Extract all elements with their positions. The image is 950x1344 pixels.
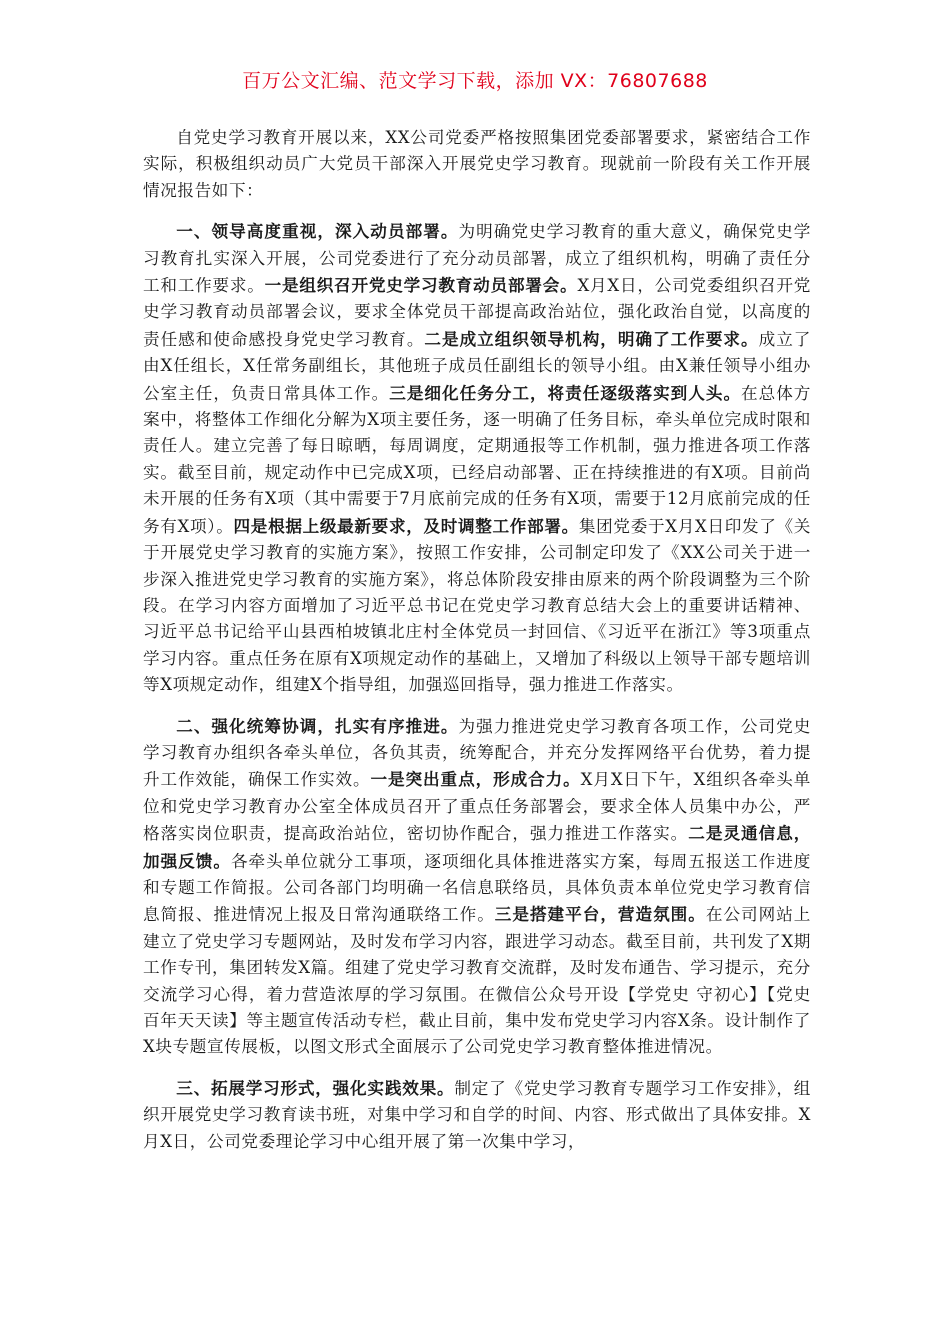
section-two-paragraph (143, 713, 811, 1061)
subpoint-heading: 三是细化任务分工，将责任逐级落实到人头。 (389, 382, 742, 403)
subpoint-heading: 二是成立组织领导机构，明确了工作要求。 (424, 328, 759, 349)
section-heading: 二、强化统筹协调，扎实有序推进。 (176, 715, 459, 736)
text-run: 自党史学习教育开展以来，XX公司党委严格按照集团党委部署要求，紧密结合工作实际，积极组织动员广大党员干部深入开展党史学习教育。现就前一阶段有关工作开展情况报告如下： (143, 128, 811, 200)
subpoint-heading: 三是搭建平台，营造氛围。 (494, 904, 706, 925)
subpoint-heading: 一是组织召开党史学习教育动员部署会。 (264, 275, 578, 296)
intro-paragraph (143, 125, 811, 204)
section-heading: 一、领导高度重视，深入动员部署。 (176, 221, 459, 242)
header-watermark: 百万公文汇编、范文学习下载，添加 VX：76807688 (242, 70, 708, 92)
text-run: 制定了《党史学习教育专题学习工作安排》，组织开展党史学习教育读书班，对集中学习和自学的时间、内容、形式做出了具体安排。X月X日，公司党委理论学习中心组开展了第一次集中学习， (143, 1078, 811, 1151)
text-run: 在公司网站上建立了党史学习专题网站，及时发布学习内容，跟进学习动态。截至目前，共刊发了X期工作专刊，集团转发X篇。组建了党史学习教育交流群，及时发布通告、学习提示，充分交流学习心得，着力营造浓厚的学习氛围。在微信公众号开设【学党史 守初心】【党史百年天天读】等主题宣传活动专栏，截止目前，集中发布党史学习内容X条。设计制作了X块专题宣传展板，以图文形式全面展示了公司党史学习教育整体推进情况。 (143, 905, 811, 1057)
subpoint-heading: 四是根据上级最新要求，及时调整工作部署。 (233, 515, 579, 536)
section-three-paragraph (143, 1075, 811, 1155)
text-run: 为强力推进党史学习教育各项工作，公司党史学习教育办组织各牵头单位，各负其责，统筹配合，并充分发挥网络平台优势，着力提升工作效能，确保工作实效。 (143, 716, 811, 790)
text-run: 集团党委于X月X日印发了《关于开展党史学习教育的实施方案》，按照工作安排，公司制定印发了《XX公司关于进一步深入推进党史学习教育的实施方案》，将总体阶段安排由原来的两个阶段调整为三个阶段。在学习内容方面增加了习近平总书记在党史学习教育总结大会上的重要讲话精神、习近平总书记给平山县西柏坡镇北庄村全体党员一封回信、《习近平在浙江》等3项重点学习内容。重点任务在原有X项规定动作的基础上，又增加了科级以上领导干部专题培训等X项规定动作，组建X个指导组，加强巡回指导，强力推进工作落实。 (143, 516, 811, 695)
subpoint-heading: 二是灵通信息，加强反馈。 (143, 823, 811, 871)
subpoint-heading: 一是突出重点，形成合力。 (370, 769, 581, 790)
text-run: X月X日下午，X组织各牵头单位和党史学习教育办公室全体成员召开了重点任务部署会，要求全体人员集中办公，严格落实岗位职责，提高政治站位，密切协作配合，强力推进工作落实。 (143, 770, 811, 844)
document-body (143, 125, 811, 1155)
text-run: 为明确党史学习教育的重大意义，确保党史学习教育扎实深入开展，公司党委进行了充分动员部署，成立了组织机构，明确了责任分工和工作要求。 (143, 222, 811, 296)
text-run: X月X日，公司党委组织召开党史学习教育动员部署会议，要求全体党员干部提高政治站位，强化政治自觉，以高度的责任感和使命感投身党史学习教育。 (143, 276, 811, 349)
text-run: 各牵头单位就分工事项，逐项细化具体推进落实方案，每周五报送工作进度和专题工作简报。公司各部门均明确一名信息联络员，具体负责本单位党史学习教育信息简报、推进情况上报及日常沟通联络工作。 (143, 851, 811, 925)
text-run: 成立了由X任组长，X任常务副组长，其他班子成员任副组长的领导小组。由X兼任领导小组办公室主任，负责日常具体工作。 (143, 329, 811, 403)
section-heading: 三、拓展学习形式，强化实践效果。 (176, 1077, 455, 1098)
section-one-paragraph (143, 218, 811, 698)
text-run: 在总体方案中，将整体工作细化分解为X项主要任务，逐一明确了任务目标，牵头单位完成时限和责任人。建立完善了每日晾晒，每周调度，定期通报等工作机制，强力推进各项工作落实。截至目前，规定动作中已完成X项，已经启动部署、正在持续推进的有X项。目前尚未开展的任务有X项（其中需要于7月底前完成的任务有X项，需要于12月底前完成的任务有X项）。 (143, 383, 811, 536)
